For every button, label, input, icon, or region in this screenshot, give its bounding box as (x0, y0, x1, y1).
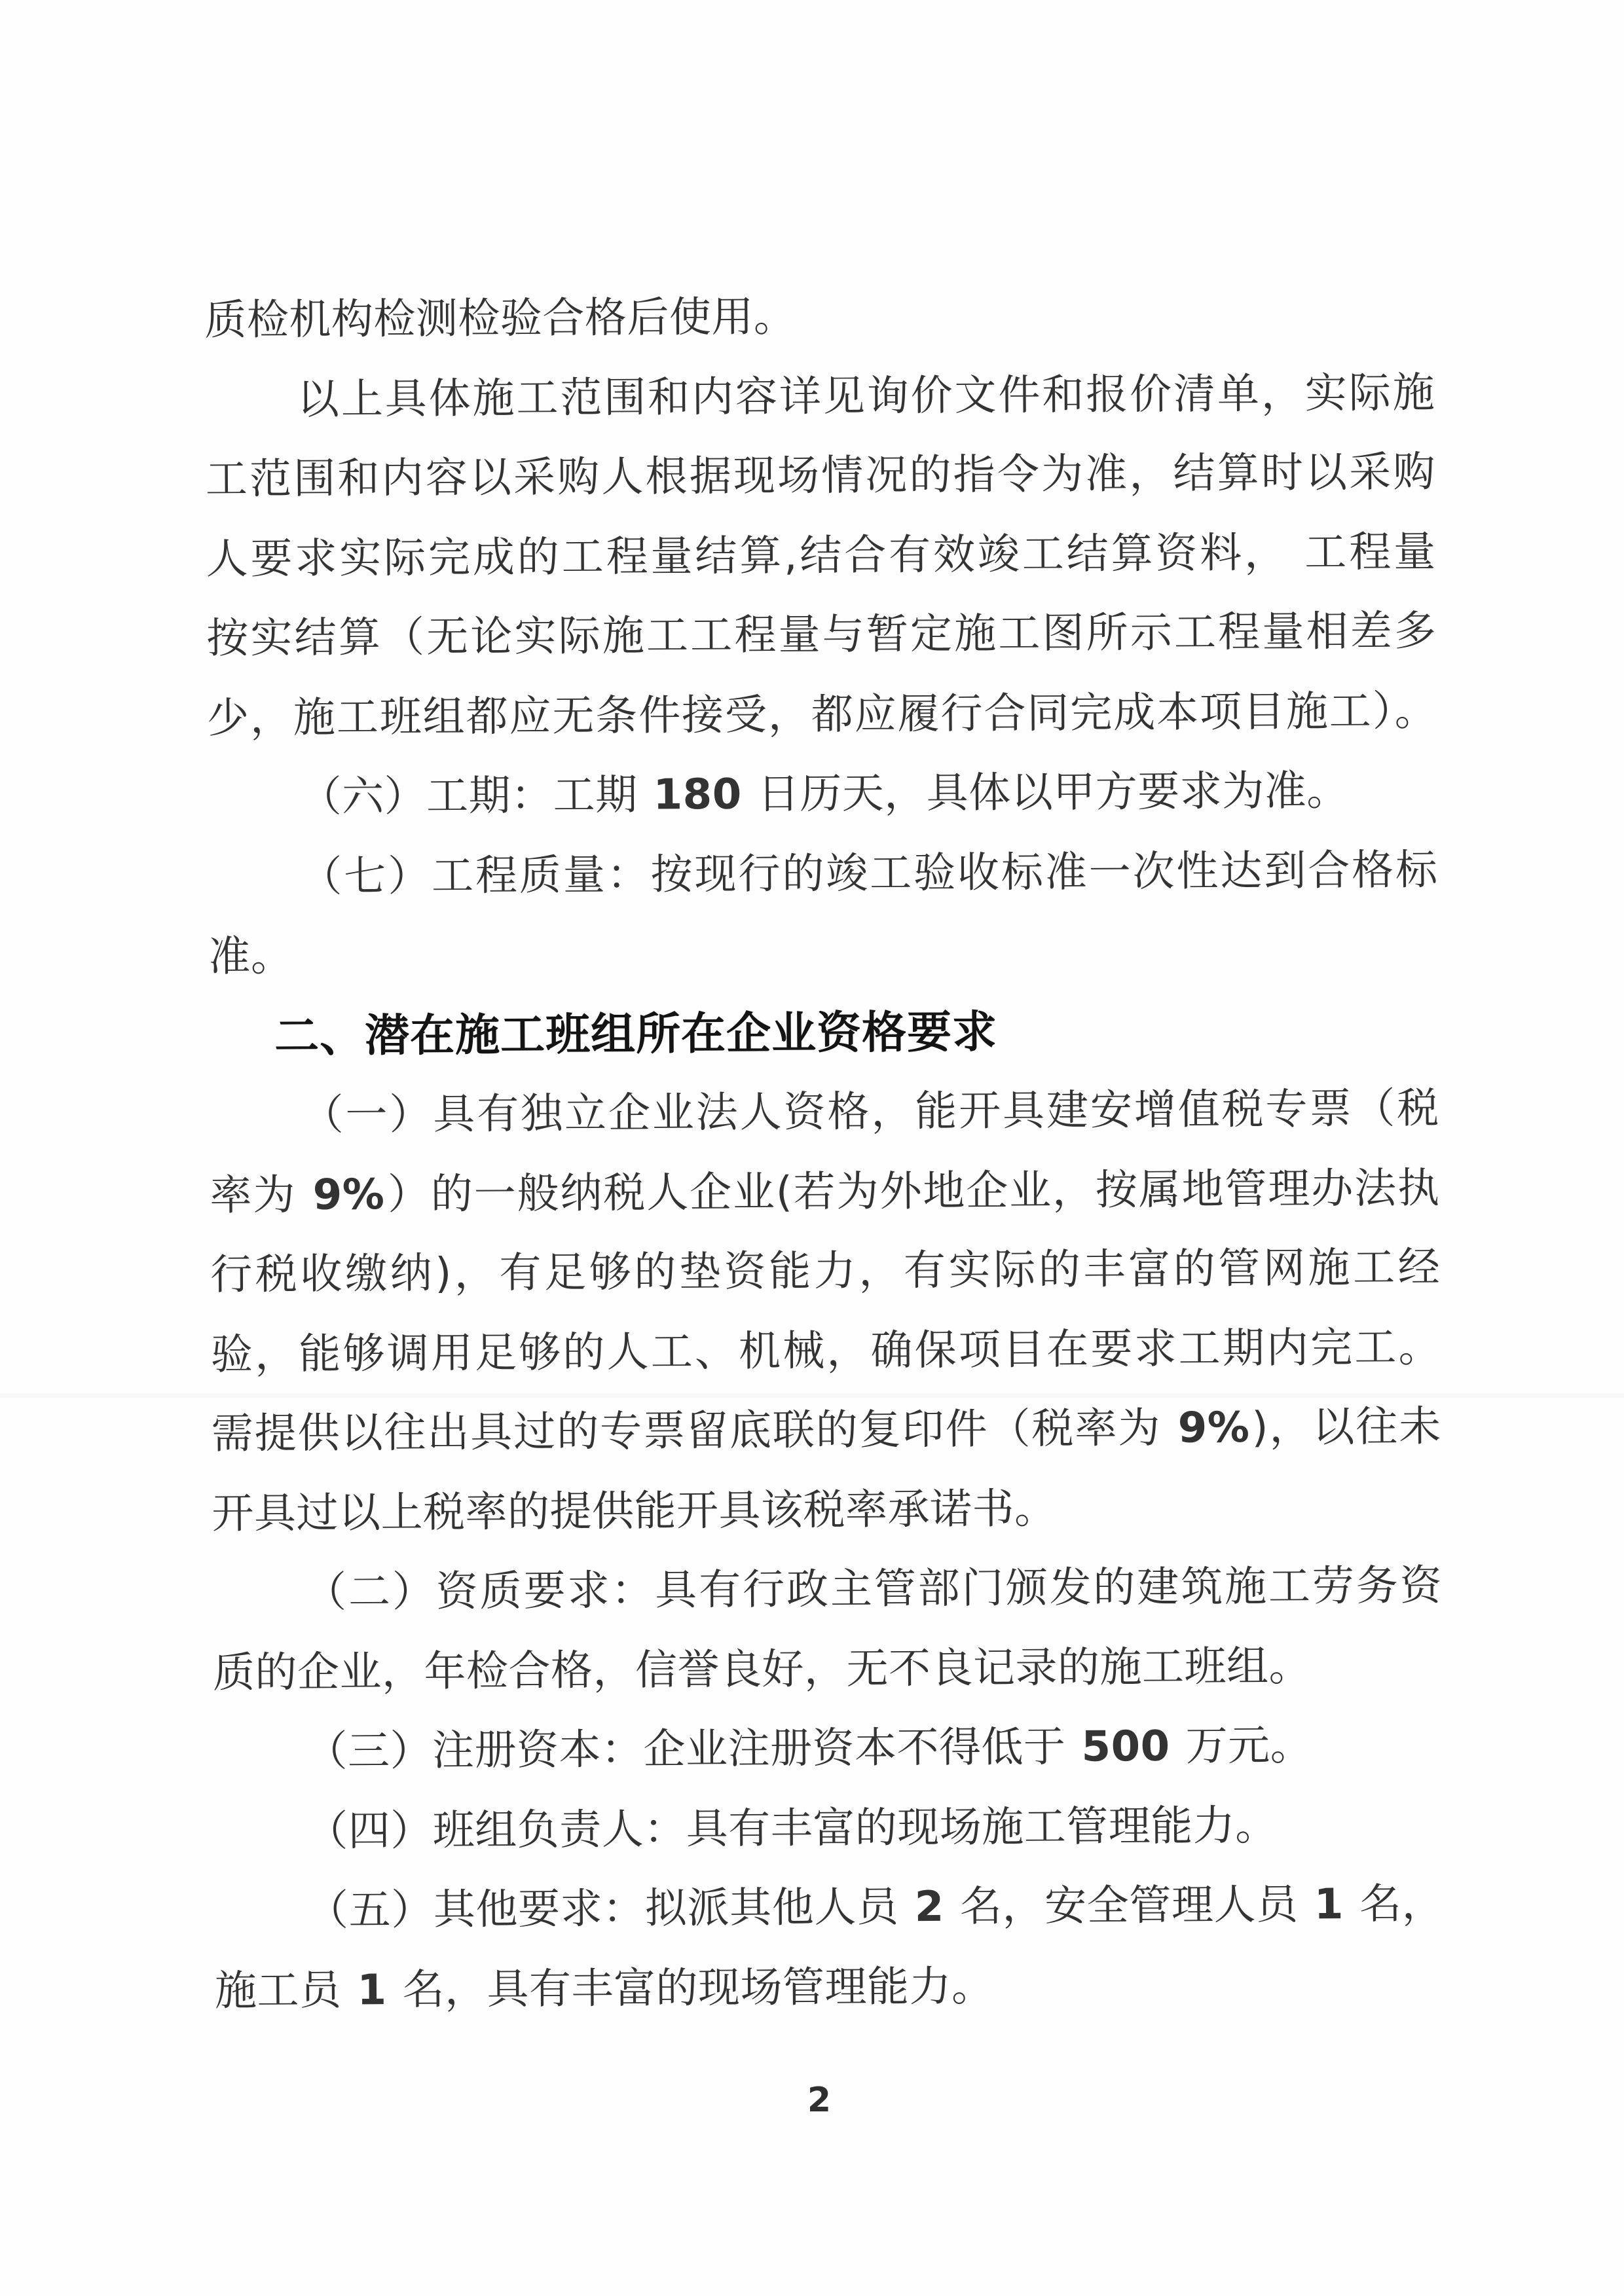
text-line: 质的企业，年检合格，信誉良好，无不良记录的施工班组。 (212, 1641, 1312, 1698)
text-line: （三）注册资本：企业注册资本不得低于 500 万元。 (305, 1721, 1313, 1776)
document-content (204, 274, 1445, 2031)
text-line: （四）班组负责人：具有丰富的现场施工管理能力。 (306, 1801, 1278, 1856)
text-line: 准。 (208, 932, 293, 981)
text-line: 少，施工班组都应无条件接受，都应履行合同完成本项目施工）。 (206, 686, 1437, 743)
text-line: 行税收缴纳)，有足够的垫资能力，有实际的丰富的管网施工经 (210, 1243, 1441, 1300)
text-line: （五）其他要求：拟派其他人员 2 名，安全管理人员 1 名， (306, 1880, 1445, 1935)
text-line: 施工员 1 名，具有丰富的现场管理能力。 (214, 1961, 994, 2016)
section-heading: 二、潜在施工班组所在企业资格要求 (274, 1006, 998, 1063)
text-line: 按实结算（无论实际施工工程量与暂定施工图所示工程量相差多 (206, 607, 1437, 663)
text-line: （一）具有独立企业法人资格，能开具建安增值税专票（税 (301, 1084, 1439, 1140)
text-line: 率为 9%）的一般纳税人企业(若为外地企业，按属地管理办法执 (210, 1163, 1440, 1220)
page-number: 2 (807, 2081, 832, 2120)
text-line: 需提供以往出具过的专票留底联的复印件（税率为 9%)，以往未 (211, 1402, 1441, 1459)
text-line: 人要求实际完成的工程量结算,结合有效竣工结算资料， 工程量 (206, 527, 1436, 584)
text-line: 工范围和内容以采购人根据现场情况的指令为准，结算时以采购 (205, 448, 1436, 504)
text-line: 以上具体施工范围和内容详见询价文件和报价清单，实际施 (297, 368, 1435, 424)
text-line: （二）资质要求：具有行政主管部门颁发的建筑施工劳务资 (304, 1561, 1443, 1617)
text-line: （七）工程质量：按现行的竣工验收标准一次性达到合格标 (300, 845, 1438, 902)
text-line: （六）工期：工期 180 日历天，具体以甲方要求为准。 (299, 767, 1349, 822)
text-line: 开具过以上税率的提供能开具该税率承诺书。 (212, 1484, 1057, 1539)
text-line: 验，能够调用足够的人工、机械，确保项目在要求工期内完工。 (210, 1322, 1441, 1379)
text-line: 质检机构检测检验合格后使用。 (204, 293, 796, 345)
